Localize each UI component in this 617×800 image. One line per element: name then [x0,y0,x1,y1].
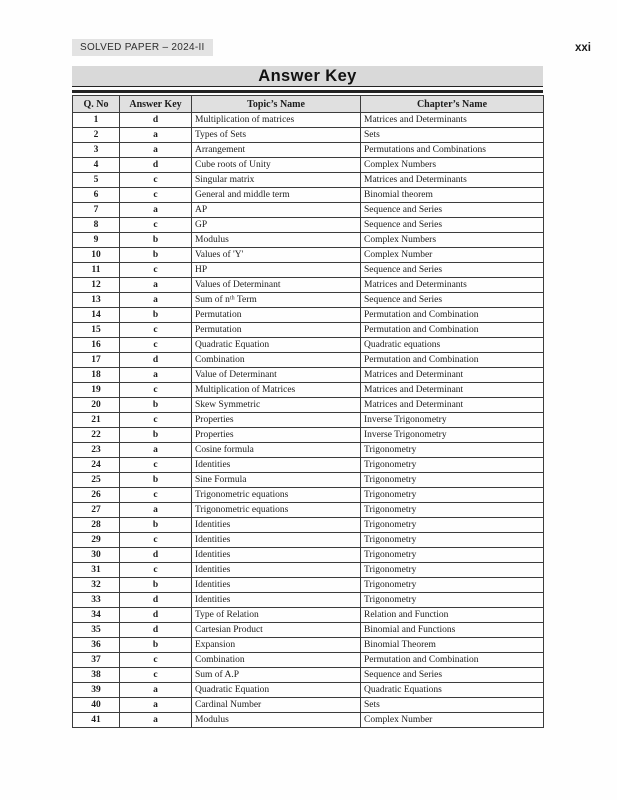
q-no-cell: 7 [73,203,120,218]
topic-name-cell: Combination [192,653,361,668]
table-row [73,203,544,218]
topic-name-cell: Cube roots of Unity [192,158,361,173]
answer-key-cell: c [120,218,192,233]
table-row [73,683,544,698]
answer-key-cell: b [120,518,192,533]
answer-key-cell: c [120,653,192,668]
chapter-name-cell: Trigonometry [361,533,544,548]
topic-name-cell: Identities [192,563,361,578]
table-row [73,608,544,623]
q-no-cell: 13 [73,293,120,308]
chapter-name-cell: Trigonometry [361,458,544,473]
answer-key-cell: a [120,683,192,698]
answer-key-cell: b [120,473,192,488]
chapter-name-cell: Binomial and Functions [361,623,544,638]
answer-key-cell: c [120,488,192,503]
table-row [73,323,544,338]
table-row [73,578,544,593]
chapter-name-cell: Trigonometry [361,443,544,458]
table-row [73,308,544,323]
chapter-name-cell: Trigonometry [361,593,544,608]
chapter-name-cell: Quadratic Equations [361,683,544,698]
table-row [73,158,544,173]
table-row [73,623,544,638]
chapter-name-cell: Matrices and Determinants [361,113,544,128]
q-no-cell: 15 [73,323,120,338]
topic-name-cell: Combination [192,353,361,368]
answer-key-cell: a [120,143,192,158]
chapter-name-cell: Sets [361,698,544,713]
chapter-name-cell: Trigonometry [361,503,544,518]
page-number: xxi [575,41,591,54]
topic-name-cell: Sum of nᵗʰ Term [192,293,361,308]
topic-name-cell: Expansion [192,638,361,653]
table-row [73,218,544,233]
column-header-qno: Q. No [73,96,120,113]
chapter-name-cell: Sequence and Series [361,668,544,683]
q-no-cell: 35 [73,623,120,638]
answer-key-cell: c [120,323,192,338]
table-row [73,548,544,563]
q-no-cell: 29 [73,533,120,548]
table-row [73,593,544,608]
chapter-name-cell: Matrices and Determinants [361,278,544,293]
chapter-name-cell: Sequence and Series [361,203,544,218]
topic-name-cell: Singular matrix [192,173,361,188]
q-no-cell: 6 [73,188,120,203]
answer-key-cell: a [120,128,192,143]
topic-name-cell: Trigonometric equations [192,488,361,503]
chapter-name-cell: Sequence and Series [361,263,544,278]
chapter-name-cell: Complex Number [361,713,544,728]
solved-paper-label: SOLVED PAPER – 2024-II [72,39,213,56]
chapter-name-cell: Matrices and Determinant [361,368,544,383]
topic-name-cell: Sum of A.P [192,668,361,683]
topic-name-cell: AP [192,203,361,218]
q-no-cell: 30 [73,548,120,563]
answer-key-cell: c [120,188,192,203]
q-no-cell: 33 [73,593,120,608]
table-row [73,278,544,293]
answer-key-cell: d [120,353,192,368]
topic-name-cell: Type of Relation [192,608,361,623]
chapter-name-cell: Trigonometry [361,473,544,488]
answer-key-cell: c [120,263,192,278]
column-header-chapter-name: Chapter’s Name [361,96,544,113]
chapter-name-cell: Matrices and Determinant [361,383,544,398]
topic-name-cell: Properties [192,428,361,443]
answer-key-cell: a [120,503,192,518]
topic-name-cell: General and middle term [192,188,361,203]
chapter-name-cell: Inverse Trigonometry [361,428,544,443]
chapter-name-cell: Trigonometry [361,578,544,593]
chapter-name-cell: Relation and Function [361,608,544,623]
answer-key-cell: d [120,593,192,608]
answer-key-cell: b [120,398,192,413]
table-row [73,263,544,278]
chapter-name-cell: Trigonometry [361,488,544,503]
q-no-cell: 14 [73,308,120,323]
topic-name-cell: Identities [192,578,361,593]
answer-key-cell: c [120,413,192,428]
q-no-cell: 25 [73,473,120,488]
q-no-cell: 31 [73,563,120,578]
table-row [73,698,544,713]
answer-key-cell: d [120,548,192,563]
answer-key-cell: d [120,113,192,128]
chapter-name-cell: Permutation and Combination [361,353,544,368]
topic-name-cell: Identities [192,593,361,608]
answer-key-cell: a [120,203,192,218]
chapter-name-cell: Matrices and Determinants [361,173,544,188]
topic-name-cell: Cosine formula [192,443,361,458]
q-no-cell: 17 [73,353,120,368]
answer-key-cell: c [120,173,192,188]
topic-name-cell: GP [192,218,361,233]
table-row [73,563,544,578]
table-row [73,293,544,308]
table-row [73,653,544,668]
q-no-cell: 4 [73,158,120,173]
table-row [73,143,544,158]
answer-key-cell: c [120,338,192,353]
answer-key-cell: b [120,428,192,443]
topic-name-cell: Arrangement [192,143,361,158]
topic-name-cell: Permutation [192,323,361,338]
q-no-cell: 40 [73,698,120,713]
topic-name-cell: Value of Determinant [192,368,361,383]
answer-key-cell: a [120,368,192,383]
answer-key-cell: a [120,698,192,713]
answer-key-cell: a [120,293,192,308]
q-no-cell: 3 [73,143,120,158]
answer-key-cell: d [120,608,192,623]
chapter-name-cell: Permutation and Combination [361,308,544,323]
table-row [73,338,544,353]
chapter-name-cell: Binomial Theorem [361,638,544,653]
q-no-cell: 41 [73,713,120,728]
q-no-cell: 22 [73,428,120,443]
table-row [73,233,544,248]
answer-key-cell: b [120,578,192,593]
answer-key-cell: d [120,158,192,173]
column-header-answer-key: Answer Key [120,96,192,113]
answer-key-cell: b [120,308,192,323]
answer-key-table-body [73,113,544,728]
answer-key-cell: b [120,233,192,248]
q-no-cell: 8 [73,218,120,233]
table-row [73,368,544,383]
table-row [73,353,544,368]
topic-name-cell: Identities [192,533,361,548]
table-row [73,668,544,683]
topic-name-cell: Multiplication of Matrices [192,383,361,398]
topic-name-cell: Modulus [192,713,361,728]
table-row [73,533,544,548]
q-no-cell: 16 [73,338,120,353]
q-no-cell: 9 [73,233,120,248]
answer-key-cell: c [120,668,192,683]
q-no-cell: 10 [73,248,120,263]
chapter-name-cell: Sets [361,128,544,143]
chapter-name-cell: Permutation and Combination [361,653,544,668]
table-row [73,383,544,398]
topic-name-cell: Skew Symmetric [192,398,361,413]
q-no-cell: 12 [73,278,120,293]
topic-name-cell: Permutation [192,308,361,323]
q-no-cell: 26 [73,488,120,503]
topic-name-cell: Types of Sets [192,128,361,143]
answer-key-cell: c [120,533,192,548]
column-header-topic-name: Topic’s Name [192,96,361,113]
table-row [73,428,544,443]
topic-name-cell: Cardinal Number [192,698,361,713]
q-no-cell: 36 [73,638,120,653]
chapter-name-cell: Trigonometry [361,563,544,578]
table-row [73,488,544,503]
chapter-name-cell: Sequence and Series [361,293,544,308]
title-underline-rule [72,90,543,93]
q-no-cell: 11 [73,263,120,278]
topic-name-cell: Cartesian Product [192,623,361,638]
q-no-cell: 1 [73,113,120,128]
topic-name-cell: Quadratic Equation [192,338,361,353]
q-no-cell: 20 [73,398,120,413]
table-row [73,398,544,413]
topic-name-cell: Values of 'Y' [192,248,361,263]
topic-name-cell: Multiplication of matrices [192,113,361,128]
table-row [73,713,544,728]
answer-key-cell: c [120,383,192,398]
topic-name-cell: Values of Determinant [192,278,361,293]
chapter-name-cell: Matrices and Determinant [361,398,544,413]
chapter-name-cell: Complex Numbers [361,233,544,248]
answer-key-cell: b [120,638,192,653]
answer-key-cell: c [120,458,192,473]
chapter-name-cell: Sequence and Series [361,218,544,233]
table-row [73,503,544,518]
q-no-cell: 39 [73,683,120,698]
q-no-cell: 27 [73,503,120,518]
topic-name-cell: Sine Formula [192,473,361,488]
page-header [72,39,591,56]
q-no-cell: 34 [73,608,120,623]
q-no-cell: 28 [73,518,120,533]
answer-key-cell: c [120,563,192,578]
chapter-name-cell: Permutation and Combination [361,323,544,338]
chapter-name-cell: Trigonometry [361,518,544,533]
q-no-cell: 37 [73,653,120,668]
table-row [73,518,544,533]
table-row [73,248,544,263]
table-row [73,128,544,143]
chapter-name-cell: Binomial theorem [361,188,544,203]
topic-name-cell: Identities [192,548,361,563]
answer-key-cell: d [120,623,192,638]
chapter-name-cell: Quadratic equations [361,338,544,353]
topic-name-cell: Quadratic Equation [192,683,361,698]
chapter-name-cell: Complex Number [361,248,544,263]
topic-name-cell: Identities [192,458,361,473]
chapter-name-cell: Trigonometry [361,548,544,563]
q-no-cell: 19 [73,383,120,398]
q-no-cell: 32 [73,578,120,593]
answer-key-cell: a [120,443,192,458]
table-row [73,413,544,428]
q-no-cell: 21 [73,413,120,428]
q-no-cell: 23 [73,443,120,458]
topic-name-cell: Trigonometric equations [192,503,361,518]
q-no-cell: 5 [73,173,120,188]
answer-key-cell: a [120,713,192,728]
answer-key-cell: b [120,248,192,263]
table-row [73,638,544,653]
table-header-row [73,96,544,113]
topic-name-cell: Modulus [192,233,361,248]
chapter-name-cell: Permutations and Combinations [361,143,544,158]
table-row [73,458,544,473]
topic-name-cell: Identities [192,518,361,533]
topic-name-cell: Properties [192,413,361,428]
q-no-cell: 2 [73,128,120,143]
table-row [73,188,544,203]
table-row [73,113,544,128]
answer-key-title-band [72,66,543,87]
answer-key-cell: a [120,278,192,293]
table-row [73,173,544,188]
table-row [73,443,544,458]
topic-name-cell: HP [192,263,361,278]
chapter-name-cell: Inverse Trigonometry [361,413,544,428]
answer-key-table [72,95,544,728]
table-row [73,473,544,488]
page-title: Answer Key [258,66,357,85]
q-no-cell: 38 [73,668,120,683]
q-no-cell: 18 [73,368,120,383]
q-no-cell: 24 [73,458,120,473]
chapter-name-cell: Complex Numbers [361,158,544,173]
